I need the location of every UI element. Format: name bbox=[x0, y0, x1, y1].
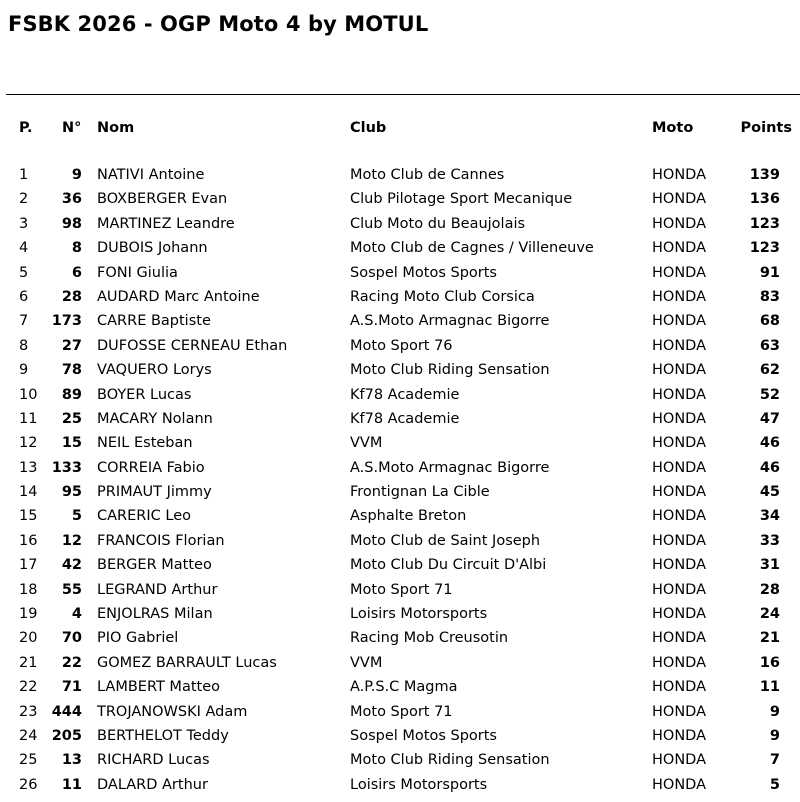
row-club: Moto Sport 76 bbox=[350, 337, 453, 354]
column-header-name: Nom bbox=[97, 120, 135, 136]
row-rider-name: VAQUERO Lorys bbox=[97, 362, 212, 379]
row-moto: HONDA bbox=[652, 630, 706, 647]
row-club: Moto Sport 71 bbox=[350, 581, 453, 598]
row-club: Club Pilotage Sport Mecanique bbox=[350, 191, 573, 208]
header-divider bbox=[6, 94, 800, 95]
row-club: Moto Club Riding Sensation bbox=[350, 752, 550, 769]
row-rider-name: PRIMAUT Jimmy bbox=[97, 484, 212, 501]
row-position: 22 bbox=[19, 679, 38, 696]
row-points: 31 bbox=[759, 557, 780, 574]
row-points: 34 bbox=[759, 508, 780, 525]
row-club: Asphalte Breton bbox=[350, 508, 467, 525]
row-club: Moto Club de Cagnes / Villeneuve bbox=[350, 240, 594, 257]
table-row bbox=[0, 456, 800, 480]
row-rider-name: BOXBERGER Evan bbox=[97, 191, 228, 208]
row-club: A.P.S.C Magma bbox=[350, 679, 458, 696]
table-row bbox=[0, 504, 800, 528]
row-position: 14 bbox=[19, 484, 38, 501]
row-points: 83 bbox=[759, 288, 780, 305]
row-rider-name: TROJANOWSKI Adam bbox=[97, 703, 248, 720]
row-rider-name: BERGER Matteo bbox=[97, 557, 212, 574]
table-row bbox=[0, 748, 800, 772]
table-row bbox=[0, 358, 800, 382]
row-moto: HONDA bbox=[652, 752, 706, 769]
row-moto: HONDA bbox=[652, 606, 706, 623]
row-position: 16 bbox=[19, 532, 38, 549]
row-moto: HONDA bbox=[652, 727, 706, 744]
row-rider-number: 5 bbox=[71, 508, 82, 525]
row-rider-number: 15 bbox=[61, 435, 82, 452]
row-points: 33 bbox=[759, 532, 780, 549]
row-position: 1 bbox=[19, 167, 29, 183]
row-points: 52 bbox=[759, 386, 780, 403]
row-position: 24 bbox=[19, 727, 38, 744]
row-moto: HONDA bbox=[652, 557, 706, 574]
row-position: 25 bbox=[19, 752, 38, 769]
row-rider-name: BERTHELOT Teddy bbox=[97, 727, 229, 744]
row-club: Moto Club Riding Sensation bbox=[350, 362, 550, 379]
row-moto: HONDA bbox=[652, 337, 706, 354]
row-rider-name: PIO Gabriel bbox=[97, 630, 179, 647]
row-rider-number: 28 bbox=[61, 288, 82, 305]
row-position: 26 bbox=[19, 776, 38, 793]
row-club: Moto Sport 71 bbox=[350, 703, 453, 720]
row-points: 62 bbox=[759, 362, 780, 379]
row-moto: HONDA bbox=[652, 240, 706, 257]
row-points: 11 bbox=[759, 679, 780, 696]
row-rider-name: LEGRAND Arthur bbox=[97, 581, 218, 598]
table-row bbox=[0, 431, 800, 455]
row-points: 28 bbox=[759, 581, 780, 598]
row-club: A.S.Moto Armagnac Bigorre bbox=[350, 313, 550, 330]
row-moto: HONDA bbox=[652, 776, 706, 793]
table-row bbox=[0, 383, 800, 407]
row-club: Racing Mob Creusotin bbox=[350, 630, 509, 647]
row-position: 4 bbox=[19, 240, 29, 257]
row-points: 68 bbox=[759, 313, 780, 330]
row-rider-number: 89 bbox=[61, 386, 82, 403]
row-moto: HONDA bbox=[652, 362, 706, 379]
row-club: Loisirs Motorsports bbox=[350, 606, 488, 623]
row-points: 123 bbox=[749, 240, 780, 257]
table-row bbox=[0, 407, 800, 431]
table-row bbox=[0, 651, 800, 675]
row-moto: HONDA bbox=[652, 679, 706, 696]
table-row bbox=[0, 675, 800, 699]
row-position: 3 bbox=[19, 215, 29, 232]
row-moto: HONDA bbox=[652, 288, 706, 305]
row-moto: HONDA bbox=[652, 581, 706, 598]
row-points: 136 bbox=[749, 191, 780, 208]
row-club: VVM bbox=[350, 435, 383, 452]
row-position: 18 bbox=[19, 581, 38, 598]
row-position: 19 bbox=[19, 606, 38, 623]
row-rider-number: 78 bbox=[61, 362, 82, 379]
row-moto: HONDA bbox=[652, 264, 706, 281]
row-rider-name: DALARD Arthur bbox=[97, 776, 208, 793]
row-position: 7 bbox=[19, 313, 29, 330]
row-rider-number: 11 bbox=[61, 776, 82, 793]
row-points: 9 bbox=[769, 727, 780, 744]
row-position: 8 bbox=[19, 337, 29, 354]
row-rider-number: 25 bbox=[61, 410, 82, 427]
row-position: 2 bbox=[19, 191, 29, 208]
row-rider-name: GOMEZ BARRAULT Lucas bbox=[97, 654, 277, 671]
row-moto: HONDA bbox=[652, 508, 706, 525]
row-club: Moto Club Du Circuit D'Albi bbox=[350, 557, 547, 574]
row-rider-number: 42 bbox=[61, 557, 82, 574]
row-points: 16 bbox=[759, 654, 780, 671]
table-row bbox=[0, 480, 800, 504]
table-row bbox=[0, 163, 800, 187]
row-rider-number: 6 bbox=[71, 264, 82, 281]
row-position: 21 bbox=[19, 654, 38, 671]
row-rider-number: 70 bbox=[61, 630, 82, 647]
row-rider-number: 98 bbox=[61, 215, 82, 232]
row-points: 123 bbox=[749, 215, 780, 232]
row-moto: HONDA bbox=[652, 484, 706, 501]
row-position: 15 bbox=[19, 508, 38, 525]
row-rider-number: 444 bbox=[51, 703, 82, 720]
row-points: 7 bbox=[769, 752, 780, 769]
row-rider-number: 95 bbox=[61, 484, 82, 501]
table-row bbox=[0, 261, 800, 285]
standings-table bbox=[0, 163, 800, 797]
row-points: 24 bbox=[759, 606, 780, 623]
row-points: 46 bbox=[759, 435, 780, 452]
row-position: 9 bbox=[19, 362, 29, 379]
row-club: A.S.Moto Armagnac Bigorre bbox=[350, 459, 550, 476]
column-header-points: Points bbox=[740, 120, 792, 136]
row-rider-name: MARTINEZ Leandre bbox=[97, 215, 235, 232]
row-rider-name: LAMBERT Matteo bbox=[97, 679, 220, 696]
column-header-moto: Moto bbox=[652, 120, 694, 136]
column-header-number: N° bbox=[62, 120, 82, 136]
row-rider-number: 27 bbox=[61, 337, 82, 354]
table-row bbox=[0, 285, 800, 309]
row-club: Sospel Motos Sports bbox=[350, 264, 497, 281]
table-row bbox=[0, 602, 800, 626]
row-moto: HONDA bbox=[652, 532, 706, 549]
row-rider-name: DUFOSSE CERNEAU Ethan bbox=[97, 337, 288, 354]
table-row bbox=[0, 773, 800, 797]
row-points: 139 bbox=[749, 167, 780, 183]
row-club: Frontignan La Cible bbox=[350, 484, 490, 501]
row-moto: HONDA bbox=[652, 191, 706, 208]
row-moto: HONDA bbox=[652, 435, 706, 452]
row-points: 5 bbox=[769, 776, 780, 793]
row-rider-name: FRANCOIS Florian bbox=[97, 532, 225, 549]
table-header bbox=[0, 117, 800, 139]
row-rider-number: 22 bbox=[61, 654, 82, 671]
row-club: Sospel Motos Sports bbox=[350, 727, 497, 744]
row-points: 21 bbox=[759, 630, 780, 647]
row-points: 47 bbox=[759, 410, 780, 427]
row-position: 20 bbox=[19, 630, 38, 647]
row-points: 45 bbox=[759, 484, 780, 501]
row-position: 10 bbox=[19, 386, 38, 403]
row-rider-name: ENJOLRAS Milan bbox=[97, 606, 213, 623]
row-rider-number: 133 bbox=[51, 459, 82, 476]
row-club: Club Moto du Beaujolais bbox=[350, 215, 526, 232]
row-rider-number: 13 bbox=[61, 752, 82, 769]
table-row bbox=[0, 529, 800, 553]
row-rider-name: FONI Giulia bbox=[97, 264, 178, 281]
row-club: Kf78 Academie bbox=[350, 410, 460, 427]
row-position: 12 bbox=[19, 435, 38, 452]
row-rider-number: 205 bbox=[51, 727, 82, 744]
row-rider-number: 9 bbox=[71, 167, 82, 183]
row-moto: HONDA bbox=[652, 386, 706, 403]
row-club: VVM bbox=[350, 654, 383, 671]
row-club: Moto Club de Cannes bbox=[350, 167, 505, 183]
row-club: Moto Club de Saint Joseph bbox=[350, 532, 541, 549]
row-position: 17 bbox=[19, 557, 38, 574]
table-row bbox=[0, 626, 800, 650]
row-moto: HONDA bbox=[652, 215, 706, 232]
table-row bbox=[0, 334, 800, 358]
row-rider-number: 71 bbox=[61, 679, 82, 696]
row-club: Racing Moto Club Corsica bbox=[350, 288, 535, 305]
row-rider-name: MACARY Nolann bbox=[97, 410, 213, 427]
row-points: 9 bbox=[769, 703, 780, 720]
row-rider-name: BOYER Lucas bbox=[97, 386, 192, 403]
page-title: FSBK 2026 - OGP Moto 4 by MOTUL bbox=[8, 12, 429, 36]
row-moto: HONDA bbox=[652, 703, 706, 720]
row-rider-name: NATIVI Antoine bbox=[97, 167, 205, 183]
table-row bbox=[0, 578, 800, 602]
row-moto: HONDA bbox=[652, 410, 706, 427]
row-moto: HONDA bbox=[652, 654, 706, 671]
column-header-club: Club bbox=[350, 120, 387, 136]
row-rider-name: CORREIA Fabio bbox=[97, 459, 205, 476]
row-rider-number: 55 bbox=[61, 581, 82, 598]
table-row bbox=[0, 212, 800, 236]
row-rider-name: DUBOIS Johann bbox=[97, 240, 208, 257]
row-rider-number: 173 bbox=[51, 313, 82, 330]
row-rider-number: 12 bbox=[61, 532, 82, 549]
row-position: 13 bbox=[19, 459, 38, 476]
row-rider-number: 36 bbox=[61, 191, 82, 208]
table-row bbox=[0, 724, 800, 748]
row-rider-name: NEIL Esteban bbox=[97, 435, 193, 452]
row-points: 91 bbox=[759, 264, 780, 281]
table-row bbox=[0, 553, 800, 577]
row-rider-name: CARERIC Leo bbox=[97, 508, 191, 525]
row-rider-number: 4 bbox=[71, 606, 82, 623]
row-position: 11 bbox=[19, 410, 38, 427]
row-position: 5 bbox=[19, 264, 29, 281]
table-row bbox=[0, 187, 800, 211]
column-header-position: P. bbox=[19, 120, 33, 136]
row-rider-name: AUDARD Marc Antoine bbox=[97, 288, 260, 305]
table-row bbox=[0, 700, 800, 724]
row-position: 23 bbox=[19, 703, 38, 720]
row-moto: HONDA bbox=[652, 313, 706, 330]
row-club: Loisirs Motorsports bbox=[350, 776, 488, 793]
row-moto: HONDA bbox=[652, 459, 706, 476]
table-row bbox=[0, 236, 800, 260]
row-rider-name: CARRE Baptiste bbox=[97, 313, 211, 330]
row-points: 63 bbox=[759, 337, 780, 354]
row-points: 46 bbox=[759, 459, 780, 476]
row-club: Kf78 Academie bbox=[350, 386, 460, 403]
row-rider-name: RICHARD Lucas bbox=[97, 752, 210, 769]
row-rider-number: 8 bbox=[71, 240, 82, 257]
row-moto: HONDA bbox=[652, 167, 706, 183]
table-row bbox=[0, 309, 800, 333]
row-position: 6 bbox=[19, 288, 29, 305]
